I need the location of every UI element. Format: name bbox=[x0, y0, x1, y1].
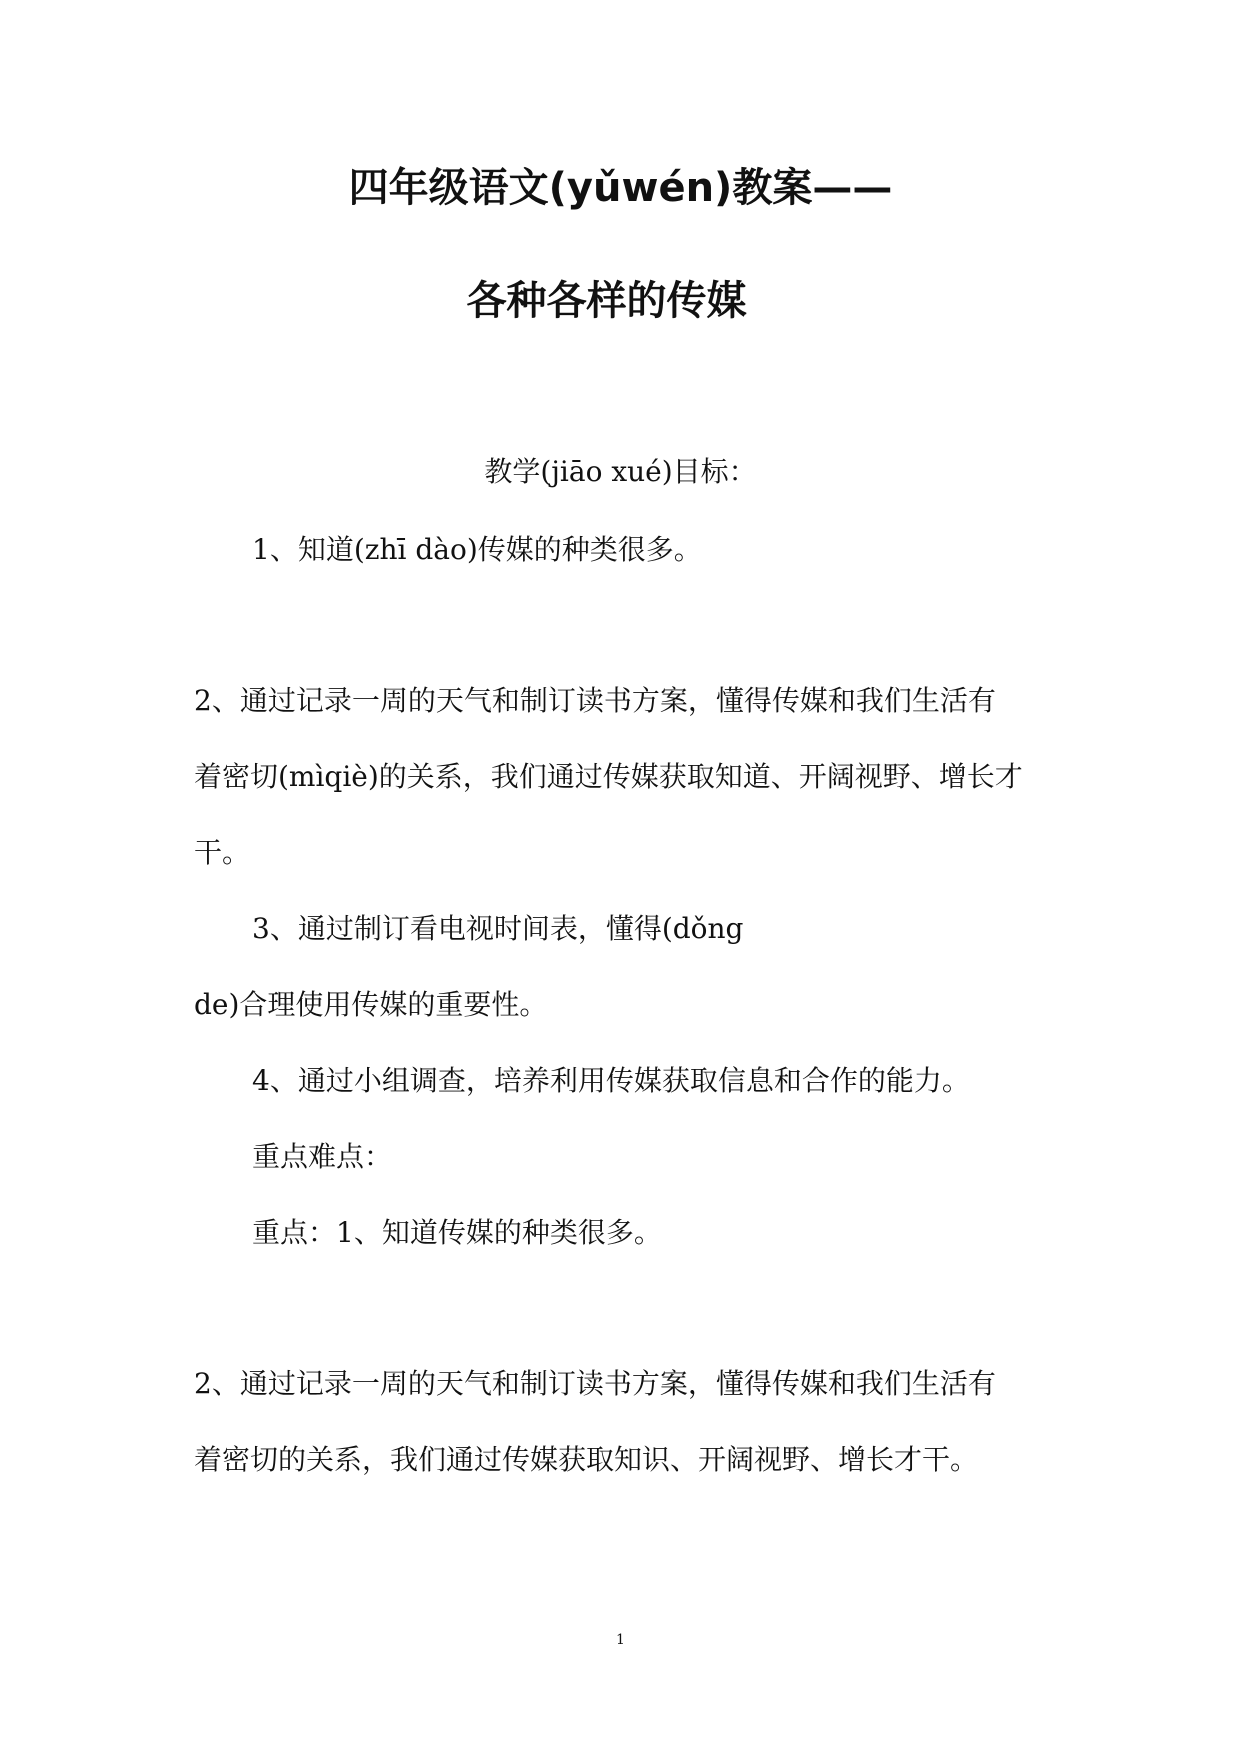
key-point-2-line-1: 2、通过记录一周的天气和制订读书方案，懂得传媒和我们生活有 bbox=[194, 1367, 996, 1400]
goal-4: 4、通过小组调查，培养利用传媒获取信息和合作的能力。 bbox=[252, 1064, 970, 1097]
document-title-line-2: 各种各样的传媒 bbox=[466, 278, 747, 324]
key-points-heading: 重点难点： bbox=[252, 1140, 393, 1173]
goal-3-line-2: de)合理使用传媒的重要性。 bbox=[194, 988, 548, 1021]
key-point-2-line-2: 着密切的关系，我们通过传媒获取知识、开阔视野、增长才干。 bbox=[194, 1443, 979, 1476]
goal-2-line-1: 2、通过记录一周的天气和制订读书方案，懂得传媒和我们生活有 bbox=[194, 684, 996, 717]
goal-2-line-2: 着密切(mìqiè)的关系，我们通过传媒获取知道、开阔视野、增长才 bbox=[194, 760, 1023, 793]
page-number: 1 bbox=[616, 1632, 625, 1648]
goals-heading: 教学(jiāo xué)目标： bbox=[484, 455, 757, 488]
document-title-line-1: 四年级语文(yǔwén)教案—— bbox=[348, 165, 893, 211]
goal-3-line-1: 3、通过制订看电视时间表，懂得(dǒng bbox=[252, 912, 744, 945]
goal-1: 1、知道(zhī dào)传媒的种类很多。 bbox=[252, 533, 702, 566]
goal-2-line-3: 干。 bbox=[194, 836, 251, 869]
key-point-1: 重点：1、知道传媒的种类很多。 bbox=[252, 1216, 662, 1249]
